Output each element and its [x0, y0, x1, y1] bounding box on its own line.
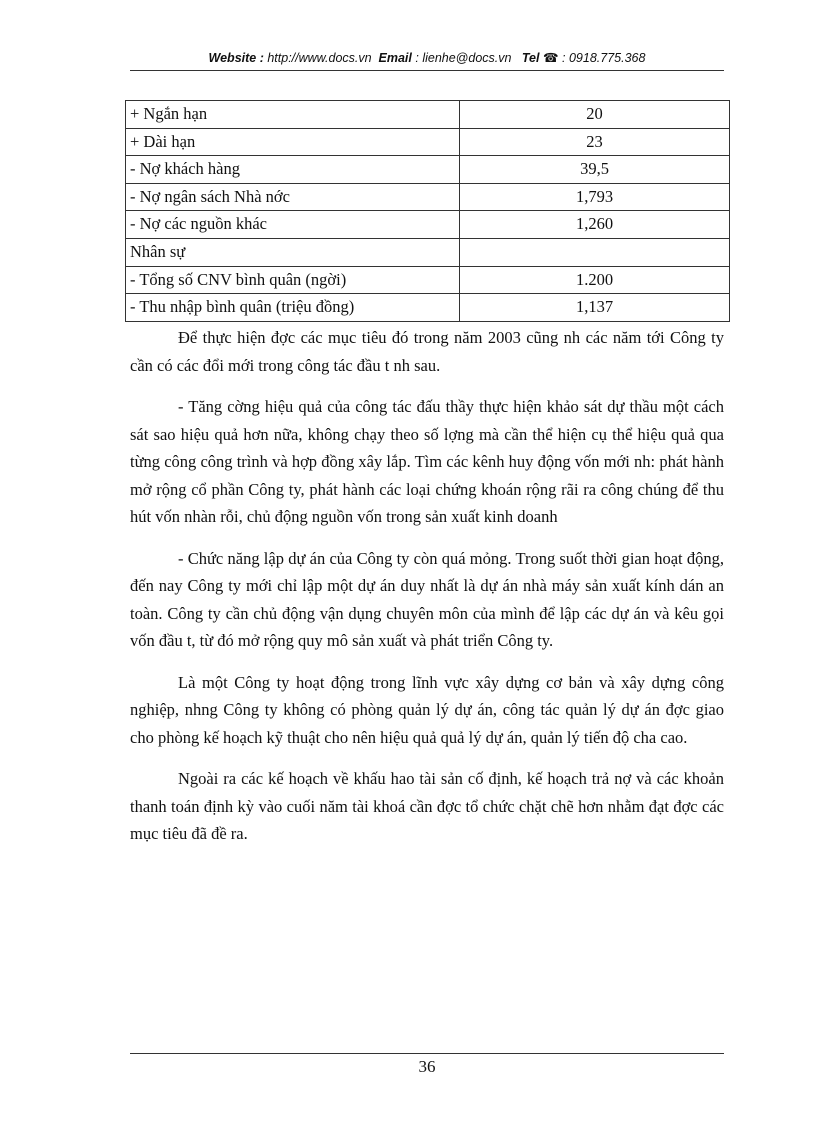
email-value[interactable]: : lienhe@docs.vn	[415, 51, 512, 65]
table-row	[126, 183, 730, 211]
row-value: 1.200	[460, 266, 730, 294]
header-divider	[130, 70, 724, 71]
table-row	[126, 294, 730, 322]
tel-label: Tel	[521, 51, 540, 65]
table-row	[126, 101, 730, 129]
row-value: 1,260	[460, 211, 730, 239]
footer-divider	[130, 1053, 724, 1054]
data-table	[125, 100, 730, 322]
row-value: 23	[460, 128, 730, 156]
paragraph: Là một Công ty hoạt động trong lĩnh vực xây dựng cơ bản và xây dựng công nghiệp, nhng Công ty không có phòng quản lý dự án, công tác quản lý dự án đợc giao cho phòng kế hoạch kỹ thuật cho nên hiệu quả quả lý dự án, quản lý tiến độ cha cao.	[130, 672, 724, 747]
phone-icon: ☎	[542, 51, 559, 65]
website-label: Website :	[208, 51, 264, 65]
row-label: Nhân sự	[126, 238, 460, 266]
body-text	[130, 324, 724, 862]
row-value: 1,137	[460, 294, 730, 322]
row-label: - Nợ các nguồn khác	[126, 211, 460, 239]
email-label: Email	[378, 51, 412, 65]
table-row	[126, 238, 730, 266]
row-label: + Ngắn hạn	[126, 101, 460, 129]
row-label: - Nợ khách hàng	[126, 156, 460, 184]
row-value: 1,793	[460, 183, 730, 211]
row-value: 20	[460, 101, 730, 129]
row-label: + Dài hạn	[126, 128, 460, 156]
paragraph: Để thực hiện đợc các mục tiêu đó trong năm 2003 cũng nh các năm tới Công ty cần có các đổi mới trong công tác đầu t nh sau.	[130, 328, 724, 375]
row-value	[460, 238, 730, 266]
paragraph: Ngoài ra các kế hoạch về khấu hao tài sản cố định, kế hoạch trả nợ và các khoản thanh toán định kỳ vào cuối năm tài khoá cần đợc tổ chức chặt chẽ hơn nhằm đạt đợc các mục tiêu đã đề ra.	[130, 769, 724, 843]
paragraph: - Chức năng lập dự án của Công ty còn quá mỏng. Trong suốt thời gian hoạt động, đến nay Công ty mới chỉ lập một dự án duy nhất là dự án nhà máy sản xuất kính dán an toàn. Công ty cần chủ động vận dụng chuyên môn của mình để lập các dự án và kêu gọi vốn đầu t, từ đó mở rộng quy mô sản xuất và phát triển Công ty.	[130, 548, 724, 650]
page-header	[130, 50, 724, 65]
table-row	[126, 128, 730, 156]
row-value: 39,5	[460, 156, 730, 184]
tel-value: : 0918.775.368	[562, 51, 646, 65]
row-label: - Nợ ngân sách Nhà nớc	[126, 183, 460, 211]
table-row	[126, 211, 730, 239]
paragraph: - Tăng cờng hiệu quả của công tác đấu thầy thực hiện khảo sát dự thầu một cách sát sao hiệu quả hơn nữa, không chạy theo số lợng mà cần thể hiện cụ thể hiệu quả qua từng công công trình và hợp đồng xây lắp. Tìm các kênh huy động vốn mới nh: phát hành mở rộng cổ phần Công ty, phát hành các loại chứng khoán rộng rãi ra công chúng để thu hút vốn nhàn rỗi, chủ động nguồn vốn trong sản xuất kinh doanh	[130, 397, 724, 526]
page-number: 36	[418, 1057, 436, 1076]
row-label: - Tổng số CNV bình quân (ngời)	[126, 266, 460, 294]
table-row	[126, 156, 730, 184]
row-label: - Thu nhập bình quân (triệu đồng)	[126, 294, 460, 322]
website-url[interactable]: http://www.docs.vn	[267, 51, 372, 65]
table-row	[126, 266, 730, 294]
